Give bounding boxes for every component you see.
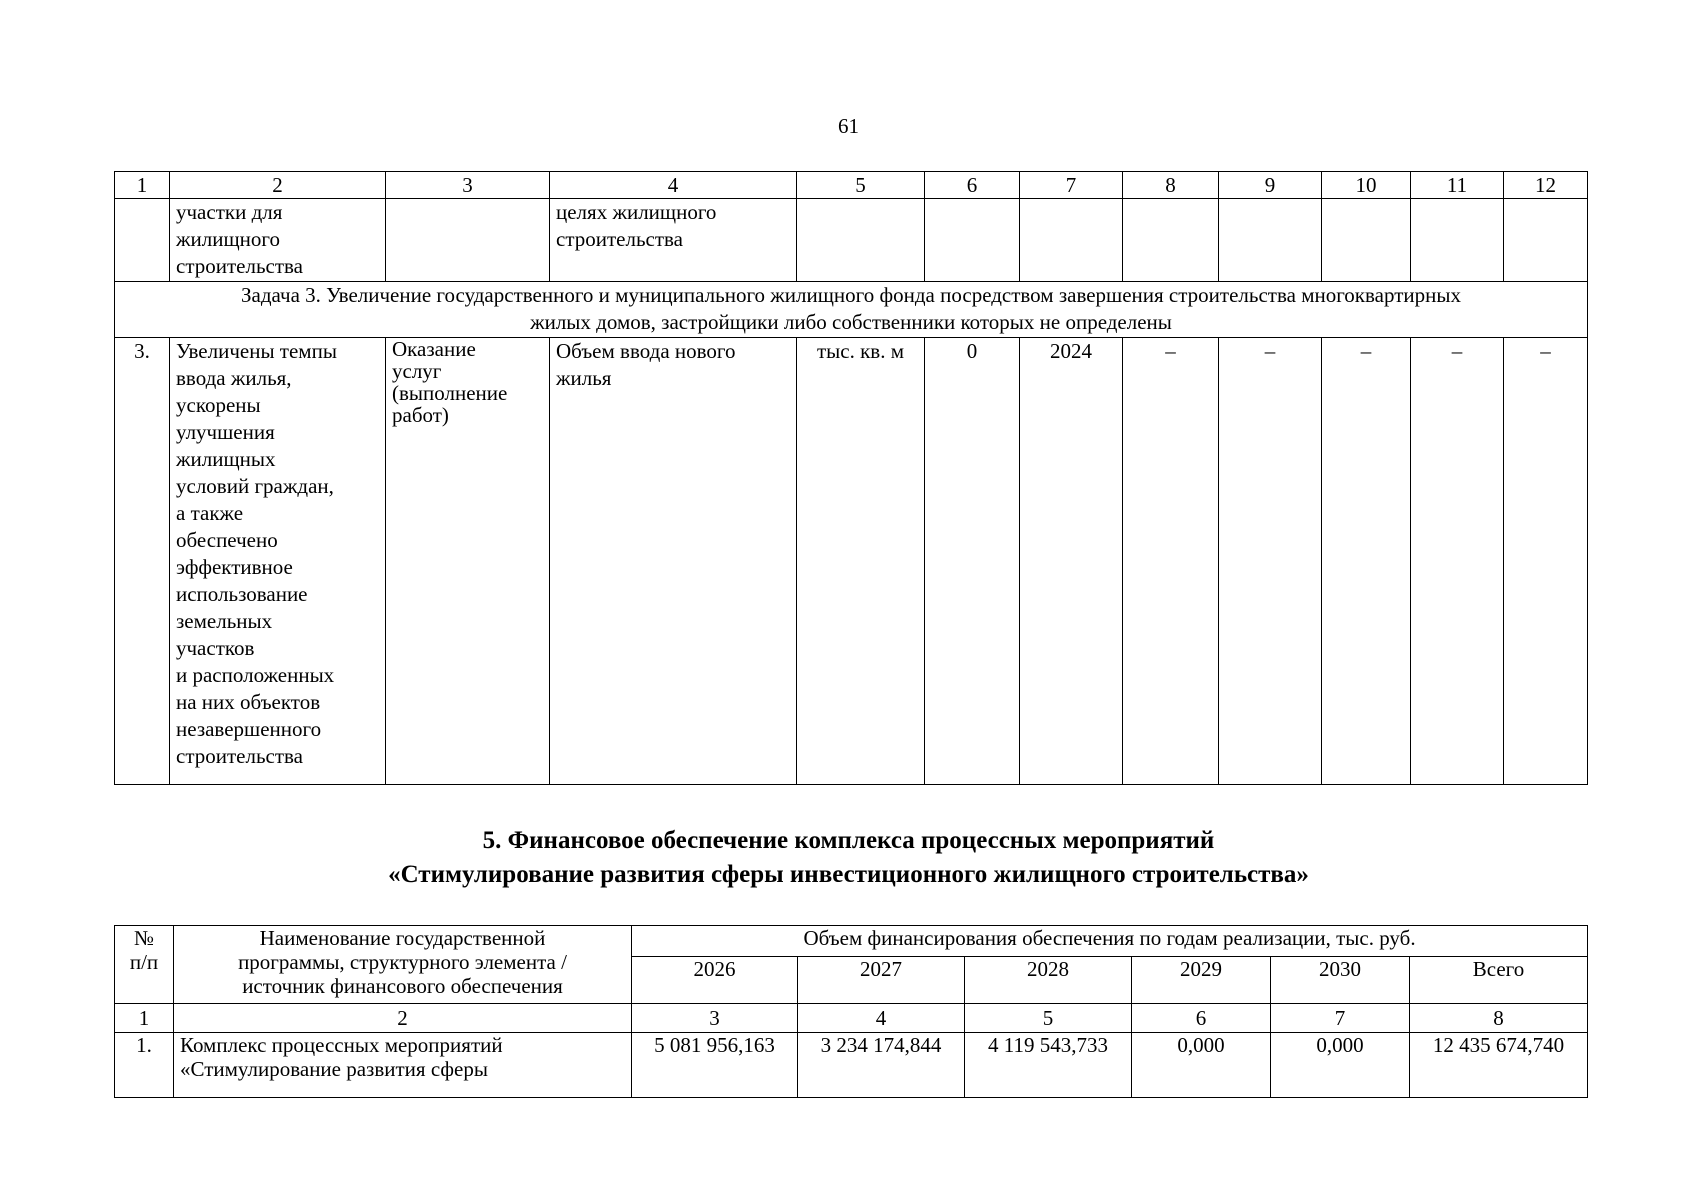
header-name — [174, 926, 632, 1004]
text-line: а также — [176, 501, 244, 525]
unit-cell: тыс. кв. м — [797, 338, 925, 785]
section-heading — [0, 824, 1697, 892]
column-number: 3 — [386, 172, 550, 199]
text-line: работ) — [392, 403, 449, 427]
text-line: программы, структурного элемента / — [238, 950, 567, 974]
column-number: 7 — [1271, 1004, 1410, 1033]
text-line: Задача 3. Увеличение государственного и муниципального жилищного фонда посредством завершения строительства многоквартирных — [241, 283, 1461, 307]
text-line: эффективное — [176, 555, 293, 579]
table-row — [115, 338, 1588, 785]
text-line: земельных — [176, 609, 273, 633]
text-line: Комплекс процессных мероприятий — [180, 1033, 503, 1057]
year-header: 2029 — [1132, 957, 1271, 1004]
continued-indicator-cell — [550, 199, 797, 282]
column-number: 1 — [115, 1004, 174, 1033]
amount-cell: 5 081 956,163 — [632, 1033, 798, 1098]
text-line: Объем ввода нового — [556, 339, 736, 363]
value-cell: – — [1411, 338, 1504, 785]
amount-cell: 0,000 — [1271, 1033, 1410, 1098]
text-line: Наименование государственной — [259, 926, 546, 950]
year-header: 2026 — [632, 957, 798, 1004]
text-line: Оказание — [392, 337, 476, 361]
header-number — [115, 926, 174, 1004]
text-line: жилья — [556, 366, 612, 390]
year-header: 2028 — [965, 957, 1132, 1004]
total-amount-cell: 12 435 674,740 — [1410, 1033, 1588, 1098]
year-header: 2027 — [798, 957, 965, 1004]
text-line: ускорены — [176, 393, 261, 417]
column-number: 7 — [1020, 172, 1123, 199]
task-heading-row — [115, 282, 1588, 338]
column-number: 6 — [1132, 1004, 1271, 1033]
text-line: целях жилищного — [556, 200, 717, 224]
column-number: 10 — [1322, 172, 1411, 199]
year-cell: 2024 — [1020, 338, 1123, 785]
column-number: 8 — [1410, 1004, 1588, 1033]
text-line: участки для — [176, 200, 283, 224]
text-line: строительства — [176, 744, 304, 768]
text-line: услуг — [392, 359, 442, 383]
section-heading-line: «Стимулирование развития сферы инвестиционного жилищного строительства» — [388, 861, 1309, 888]
column-number: 3 — [632, 1004, 798, 1033]
column-number: 2 — [174, 1004, 632, 1033]
continued-result-cell — [170, 199, 386, 282]
header-row — [115, 926, 1588, 957]
financing-table — [114, 925, 1588, 1098]
result-cell — [170, 338, 386, 785]
column-number: 12 — [1504, 172, 1588, 199]
value-cell: – — [1504, 338, 1588, 785]
table-row — [115, 1033, 1588, 1098]
header-volume: Объем финансирования обеспечения по годам реализации, тыс. руб. — [632, 926, 1588, 957]
column-number: 5 — [965, 1004, 1132, 1033]
value-cell: – — [1322, 338, 1411, 785]
year-header: 2030 — [1271, 957, 1410, 1004]
column-number: 11 — [1411, 172, 1504, 199]
column-number: 1 — [115, 172, 170, 199]
column-number: 4 — [798, 1004, 965, 1033]
base-value-cell: 0 — [925, 338, 1020, 785]
row-number: 3. — [115, 338, 170, 785]
text-line: источник финансового обеспечения — [242, 974, 563, 998]
continuation-row — [115, 199, 1588, 282]
amount-cell: 3 234 174,844 — [798, 1033, 965, 1098]
text-line: обеспечено — [176, 528, 278, 552]
column-number: 6 — [925, 172, 1020, 199]
text-line: использование — [176, 582, 308, 606]
text-line: (выполнение — [392, 381, 508, 405]
text-line: п/п — [129, 950, 159, 974]
text-line: жилых домов, застройщики либо собственники которых не определены — [530, 310, 1172, 334]
column-number-row — [115, 1004, 1588, 1033]
column-number: 9 — [1219, 172, 1322, 199]
type-cell — [386, 338, 550, 785]
text-line: строительства — [176, 254, 304, 278]
page-number: 61 — [838, 114, 859, 138]
text-line: на них объектов — [176, 690, 321, 714]
column-number: 8 — [1123, 172, 1219, 199]
text-line: жилищного — [176, 227, 280, 251]
column-number: 2 — [170, 172, 386, 199]
row-number: 1. — [115, 1033, 174, 1098]
total-header: Всего — [1410, 957, 1588, 1004]
text-line: строительства — [556, 227, 684, 251]
text-line: участков — [176, 636, 255, 660]
column-number-row — [115, 172, 1588, 199]
amount-cell: 0,000 — [1132, 1033, 1271, 1098]
value-cell: – — [1219, 338, 1322, 785]
column-number: 5 — [797, 172, 925, 199]
text-line: и расположенных — [176, 663, 335, 687]
program-name-cell — [174, 1033, 632, 1098]
text-line: Увеличены темпы — [176, 339, 337, 363]
indicators-table — [114, 171, 1588, 785]
text-line: ввода жилья, — [176, 366, 292, 390]
task-heading — [115, 282, 1588, 338]
text-line: улучшения — [176, 420, 275, 444]
amount-cell: 4 119 543,733 — [965, 1033, 1132, 1098]
indicator-cell — [550, 338, 797, 785]
section-heading-line: 5. Финансовое обеспечение комплекса процессных мероприятий — [482, 827, 1215, 854]
text-line: жилищных — [176, 447, 276, 471]
column-number: 4 — [550, 172, 797, 199]
text-line: условий граждан, — [176, 474, 334, 498]
text-line: незавершенного — [176, 717, 322, 741]
text-line: «Стимулирование развития сферы — [180, 1057, 488, 1081]
value-cell: – — [1123, 338, 1219, 785]
text-line: № — [133, 926, 155, 950]
